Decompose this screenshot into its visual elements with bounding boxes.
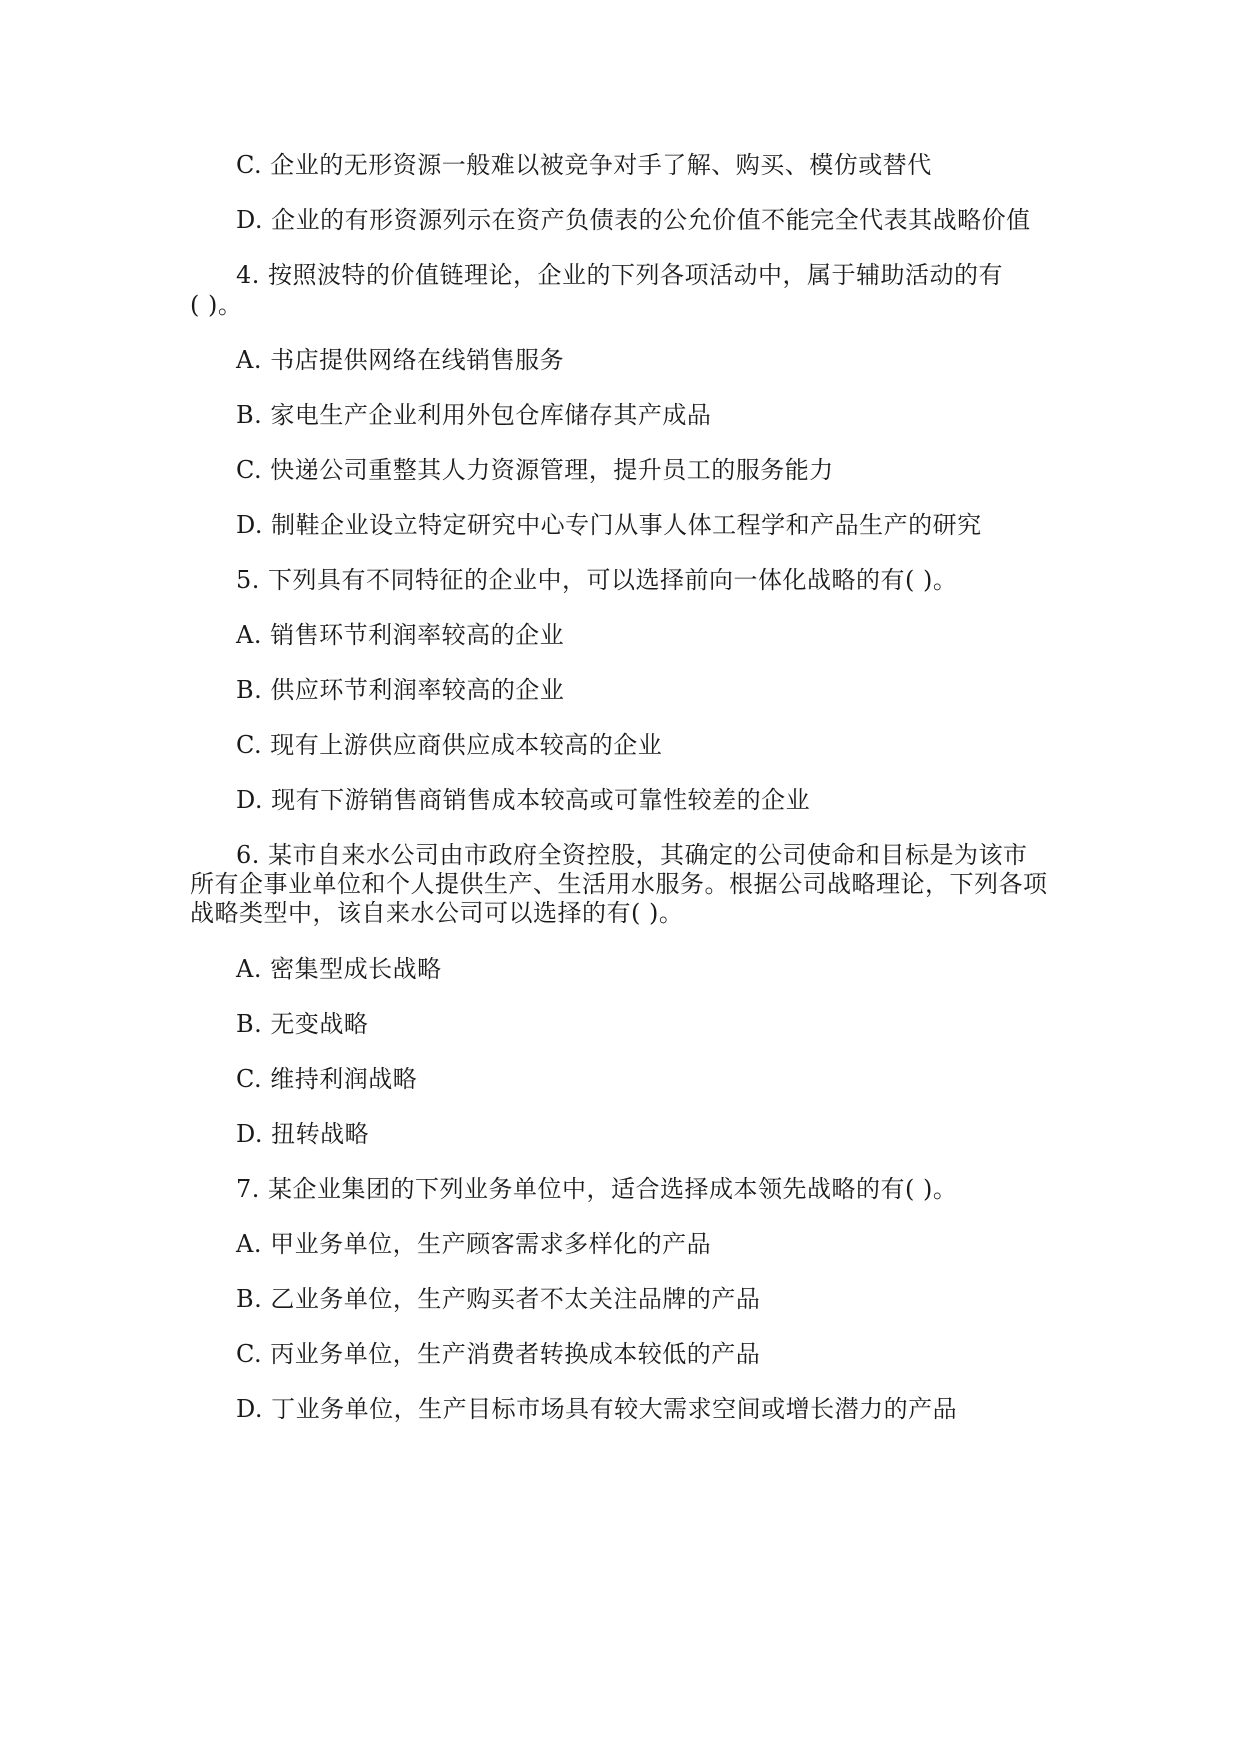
q4-option-b: B. 家电生产企业利用外包仓库储存其产成品	[236, 401, 712, 429]
q7-option-a: A. 甲业务单位，生产顾客需求多样化的产品	[236, 1230, 712, 1258]
q4-stem-line-2: ( )。	[190, 291, 243, 319]
q6-option-c: C. 维持利润战略	[236, 1065, 418, 1093]
q7-option-b: B. 乙业务单位，生产购买者不太关注品牌的产品	[236, 1285, 761, 1313]
q3-option-c: C. 企业的无形资源一般难以被竞争对手了解、购买、模仿或替代	[236, 151, 932, 179]
q5-option-c: C. 现有上游供应商供应成本较高的企业	[236, 731, 663, 759]
q5-option-b: B. 供应环节利润率较高的企业	[236, 676, 565, 704]
q5-option-a: A. 销售环节利润率较高的企业	[236, 621, 565, 649]
q5-stem: 5. 下列具有不同特征的企业中，可以选择前向一体化战略的有( )。	[236, 566, 958, 594]
q4-option-a: A. 书店提供网络在线销售服务	[236, 346, 565, 374]
q7-stem: 7. 某企业集团的下列业务单位中，适合选择成本领先战略的有( )。	[236, 1175, 958, 1203]
q5-option-d: D. 现有下游销售商销售成本较高或可靠性较差的企业	[236, 786, 811, 814]
q3-option-d: D. 企业的有形资源列示在资产负债表的公允价值不能完全代表其战略价值	[236, 206, 1031, 234]
q6-stem-line-1: 6. 某市自来水公司由市政府全资控股，其确定的公司使命和目标是为该市	[236, 841, 1028, 869]
q4-stem-line-1: 4. 按照波特的价值链理论，企业的下列各项活动中，属于辅助活动的有	[236, 261, 1004, 289]
q6-option-a: A. 密集型成长战略	[236, 955, 442, 983]
q6-stem-line-2: 所有企事业单位和个人提供生产、生活用水服务。根据公司战略理论，下列各项	[190, 870, 1048, 898]
q6-option-d: D. 扭转战略	[236, 1120, 370, 1148]
q4-option-c: C. 快递公司重整其人力资源管理，提升员工的服务能力	[236, 456, 834, 484]
q7-option-d: D. 丁业务单位，生产目标市场具有较大需求空间或增长潜力的产品	[236, 1395, 958, 1423]
q4-option-d: D. 制鞋企业设立特定研究中心专门从事人体工程学和产品生产的研究	[236, 511, 982, 539]
q7-option-c: C. 丙业务单位，生产消费者转换成本较低的产品	[236, 1340, 761, 1368]
q6-stem-line-3: 战略类型中，该自来水公司可以选择的有( )。	[190, 899, 684, 927]
q6-option-b: B. 无变战略	[236, 1010, 369, 1038]
